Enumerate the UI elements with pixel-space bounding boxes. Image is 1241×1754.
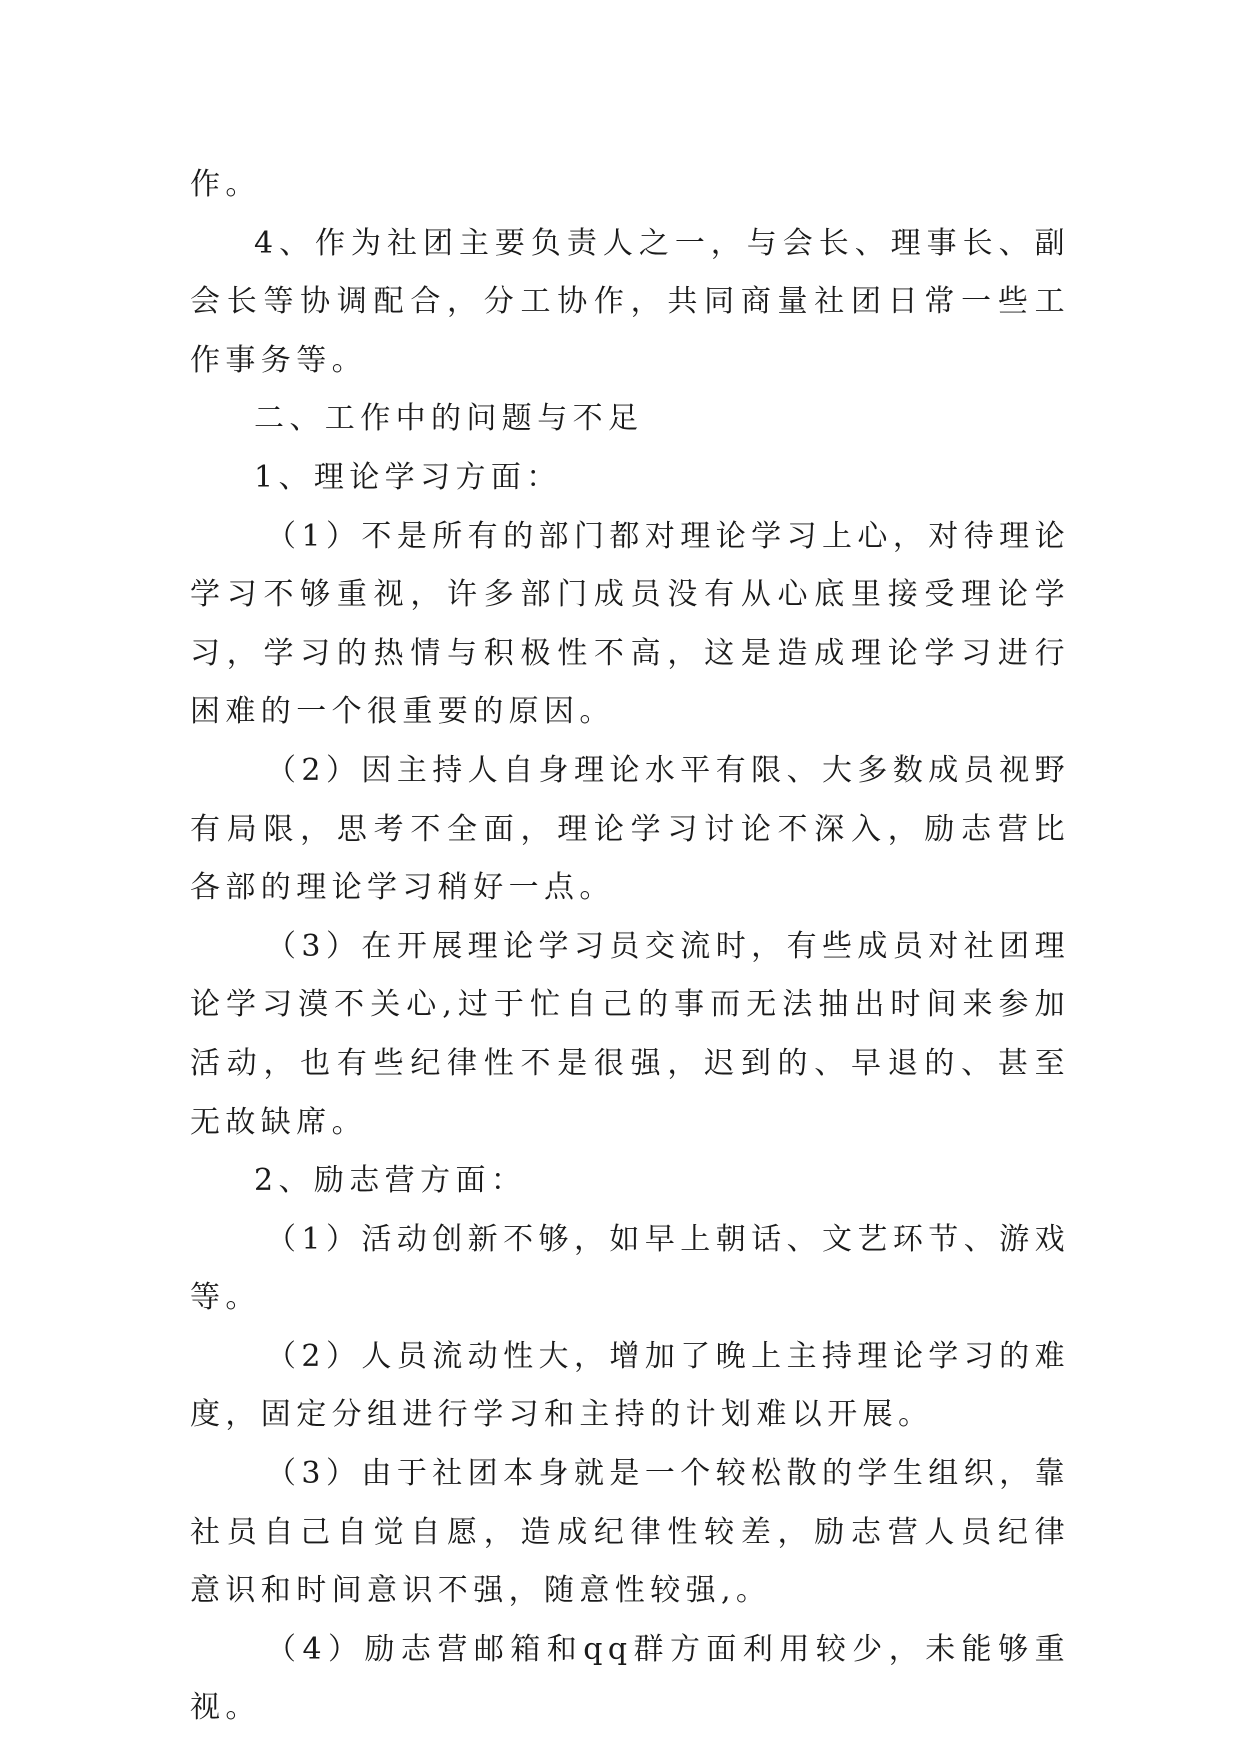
subheading-camp: 2、励志营方面：: [254, 1163, 527, 1199]
paragraph-camp-2: （2）人员流动性大，增加了晚上主持理论学习的难度，固定分组进行学习和主持的计划难以开展。: [190, 1338, 1070, 1433]
paragraph-theory-3: （3）在开展理论学习员交流时，有些成员对社团理论学习漠不关心,过于忙自己的事而无法抽出时间来参加活动，也有些纪律性不是很强，迟到的、早退的、甚至无故缺席。: [190, 928, 1070, 1140]
paragraph-theory-1: （1）不是所有的部门都对理论学习上心，对待理论学习不够重视，许多部门成员没有从心底里接受理论学习，学习的热情与积极性不高，这是造成理论学习进行困难的一个很重要的原因。: [190, 518, 1070, 730]
paragraph-camp-3: （3）由于社团本身就是一个较松散的学生组织，靠社员自己自觉自愿，造成纪律性较差，励志营人员纪律意识和时间意识不强，随意性较强,。: [190, 1456, 1070, 1609]
subheading-theory-study: 1、理论学习方面：: [254, 459, 562, 495]
paragraph-item-4: 4、作为社团主要负责人之一，与会长、理事长、副会长等协调配合，分工协作，共同商量社团日常一些工作事务等。: [190, 225, 1070, 378]
paragraph-continuation: 作。: [190, 167, 261, 202]
paragraph-camp-4: （4）励志营邮箱和qq群方面利用较少，未能够重视。: [190, 1631, 1070, 1726]
paragraph-camp-1: （1）活动创新不够，如早上朝话、文艺环节、游戏等。: [190, 1221, 1070, 1316]
section-heading-problems: 二、工作中的问题与不足: [254, 401, 644, 437]
document-body: [190, 156, 1070, 1738]
paragraph-theory-2: （2）因主持人自身理论水平有限、大多数成员视野有局限，思考不全面，理论学习讨论不深入，励志营比各部的理论学习稍好一点。: [190, 752, 1070, 906]
